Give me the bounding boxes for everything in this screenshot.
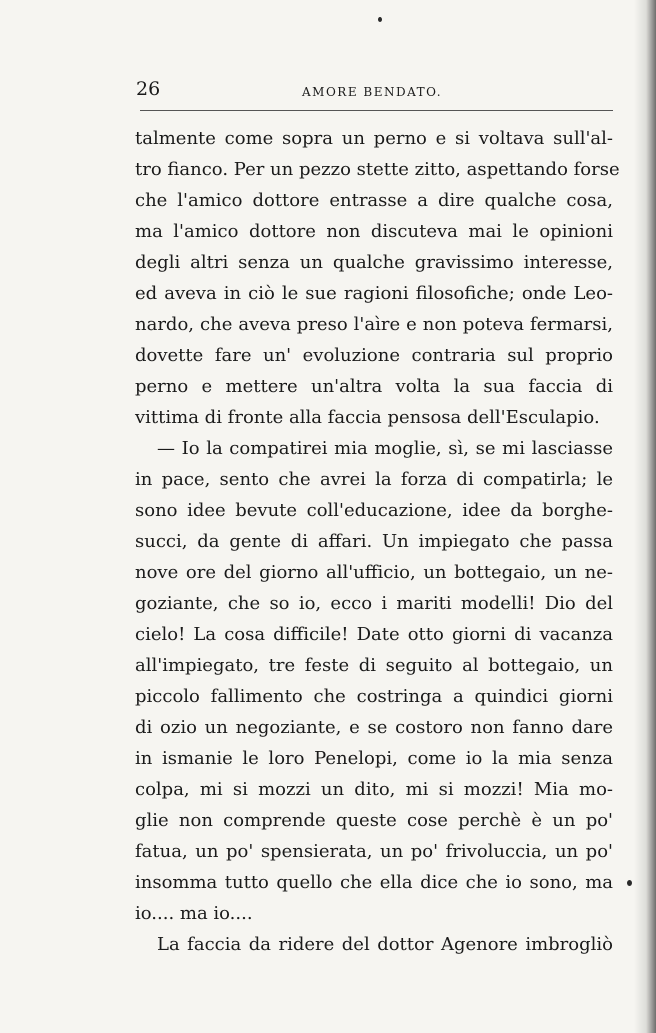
text-line: degli altri senza un qualche gravissimo interesse,	[135, 252, 613, 273]
text-line: piccolo fallimento che costringa a quindici giorni	[135, 686, 613, 707]
text-line: talmente come sopra un perno e si voltava sull'al-	[135, 128, 613, 149]
text-line: La faccia da ridere del dottor Agenore imbrogliò	[157, 934, 613, 955]
text-line: vittima di fronte alla faccia pensosa dell'Esculapio.	[135, 407, 600, 428]
text-line: ma l'amico dottore non discuteva mai le opinioni	[135, 221, 613, 242]
text-line: nove ore del giorno all'ufficio, un bottegaio, un ne-	[135, 562, 613, 583]
page-header	[136, 78, 613, 104]
text-line: fatua, un po' spensierata, un po' frivoluccia, un po'	[135, 841, 613, 862]
text-line: cielo! La cosa difficile! Date otto giorni di vacanza	[135, 624, 613, 645]
text-line: insomma tutto quello che ella dice che io sono, ma	[135, 872, 613, 893]
text-line: tro fianco. Per un pezzo stette zitto, aspettando forse	[135, 159, 620, 180]
text-line: sono idee bevute coll'educazione, idee da borghe-	[135, 500, 613, 521]
running-title: AMORE BENDATO.	[302, 85, 443, 99]
text-line: colpa, mi si mozzi un dito, mi si mozzi! Mia mo-	[135, 779, 613, 800]
text-line: succi, da gente di affari. Un impiegato che passa	[135, 531, 613, 552]
text-line: di ozio un negoziante, e se costoro non fanno dare	[135, 717, 613, 738]
text-line: io.... ma io....	[135, 903, 253, 924]
text-line: perno e mettere un'altra volta la sua faccia di	[135, 376, 613, 397]
text-line: glie non comprende queste cose perchè è un po'	[135, 810, 613, 831]
ink-speck	[378, 17, 382, 22]
page-edge-shadow	[634, 0, 656, 1033]
body-text	[135, 123, 620, 960]
text-line: ed aveva in ciò le sue ragioni filosofiche; onde Leo-	[135, 283, 613, 304]
text-line: in pace, sento che avrei la forza di compatirla; le	[135, 469, 613, 490]
text-line: che l'amico dottore entrasse a dire qualche cosa,	[135, 190, 613, 211]
text-line: in ismanie le loro Penelopi, come io la mia senza	[135, 748, 613, 769]
text-line: all'impiegato, tre feste di seguito al bottegaio, un	[135, 655, 613, 676]
text-line: goziante, che so io, ecco i mariti modelli! Dio del	[135, 593, 613, 614]
text-line: nardo, che aveva preso l'aìre e non poteva fermarsi,	[135, 314, 613, 335]
text-line: — Io la compatirei mia moglie, sì, se mi lasciasse	[157, 438, 613, 459]
ink-speck	[627, 880, 632, 886]
header-rule	[140, 110, 613, 111]
text-line: dovette fare un' evoluzione contraria sul proprio	[135, 345, 613, 366]
page-number: 26	[136, 78, 161, 100]
